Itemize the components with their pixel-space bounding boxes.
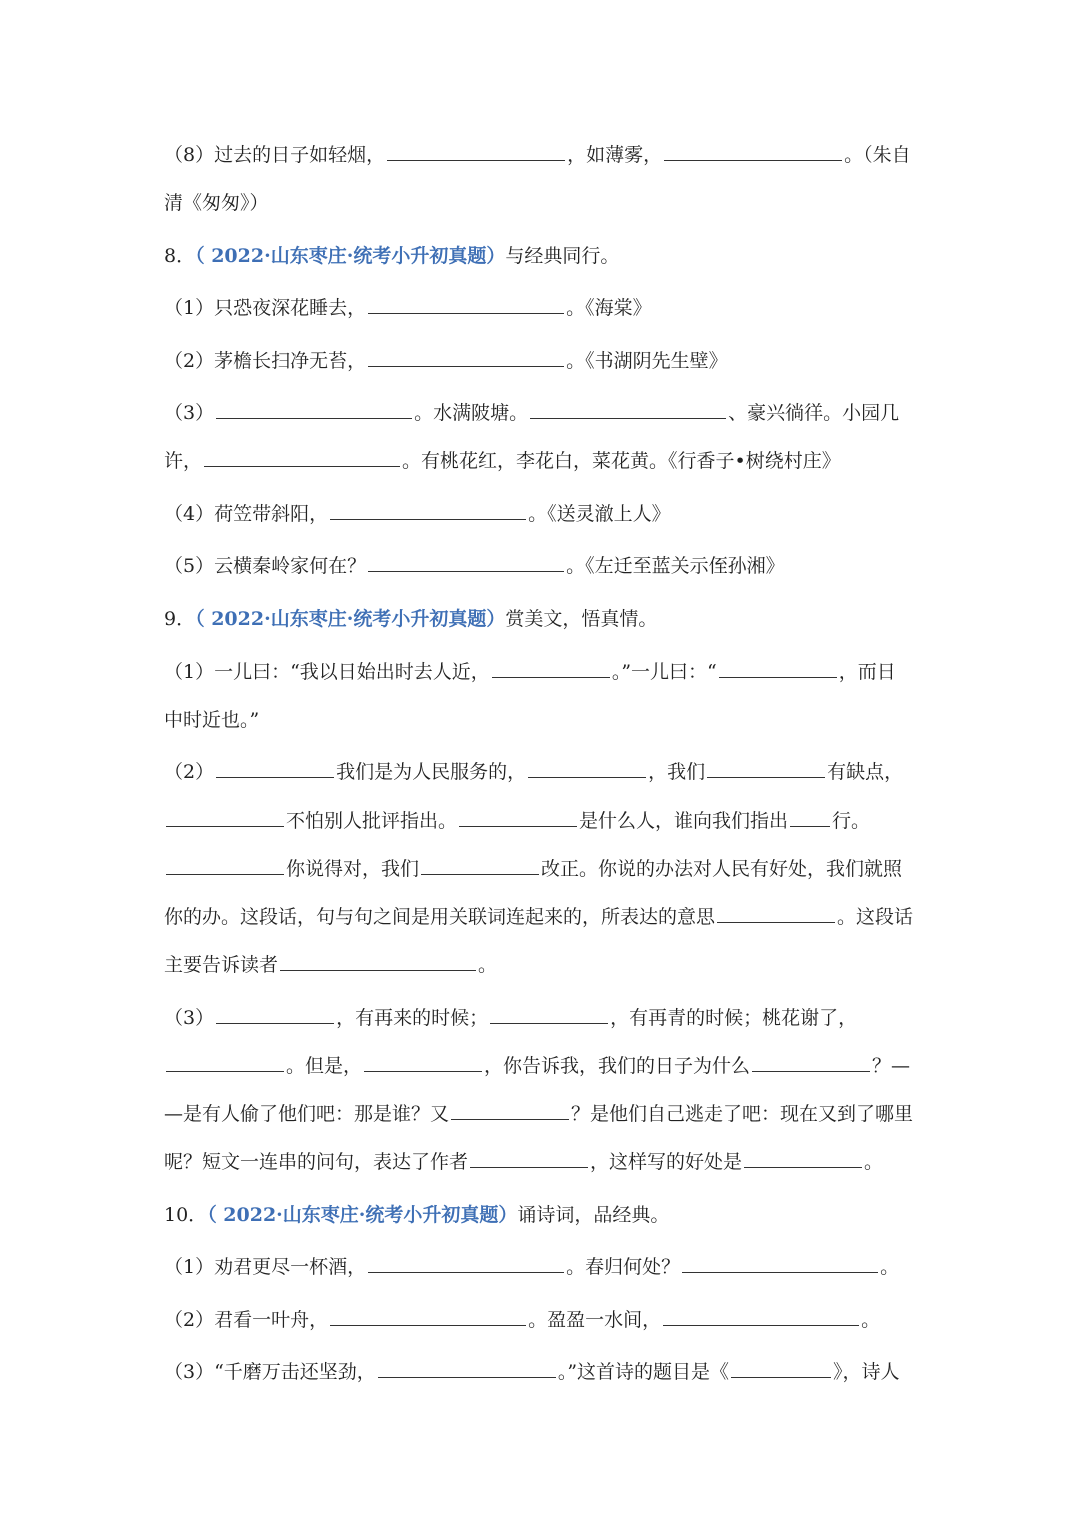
answer-blank[interactable] [530, 400, 726, 419]
answer-blank[interactable] [166, 856, 284, 875]
answer-blank[interactable] [492, 659, 610, 678]
answer-blank[interactable] [731, 1359, 831, 1378]
answer-blank[interactable] [459, 808, 577, 827]
answer-blank[interactable] [490, 1005, 608, 1024]
question-9-2: （2） 我们是为人民服务的， ，我们 有缺点， [164, 761, 904, 783]
question-10-3: （3）“千磨万击还坚劲， 。”这首诗的题目是《 》，诗人 [164, 1361, 900, 1383]
answer-blank[interactable] [717, 904, 835, 923]
answer-blank[interactable] [744, 1149, 862, 1168]
question-8-heading: 8．（ 2022·山东枣庄·统考小升初真题）与经典同行。 [164, 245, 620, 267]
answer-blank[interactable] [216, 759, 334, 778]
answer-blank[interactable] [216, 1005, 334, 1024]
question-9-1-cont: 中时近也。” [164, 709, 260, 731]
answer-blank[interactable] [790, 808, 830, 827]
question-source: （ 2022·山东枣庄·统考小升初真题） [195, 608, 506, 630]
question-9-3-cont2: —是有人偷了他们吧：那是谁？又 ？是他们自己逃走了吧：现在又到了哪里 [164, 1103, 914, 1125]
question-9-2-cont1: 不怕别人批评指出。 是什么人，谁向我们指出 行。 [164, 808, 924, 834]
answer-blank[interactable] [280, 952, 476, 971]
question-8-3-cont: 许， 。有桃花红，李花白，菜花黄。《行香子•树绕村庄》 [164, 450, 841, 472]
answer-blank[interactable] [387, 142, 565, 161]
answer-blank[interactable] [528, 759, 646, 778]
answer-blank[interactable] [330, 501, 526, 520]
answer-blank[interactable] [166, 808, 284, 827]
question-8-5: （5）云横秦岭家何在？ 。《左迁至蓝关示侄孙湘》 [164, 555, 785, 577]
question-8-3: （3） 。水满陂塘。 、豪兴徜徉。小园几 [164, 402, 900, 424]
answer-blank[interactable] [682, 1254, 878, 1273]
question-9-3-cont1: 。但是， ，你告诉我，我们的日子为什么 ？— [164, 1053, 924, 1079]
answer-blank[interactable] [664, 142, 842, 161]
question-9-2-cont4: 主要告诉读者 。 [164, 954, 498, 976]
answer-blank[interactable] [752, 1053, 870, 1072]
answer-blank[interactable] [166, 1053, 284, 1072]
question-9-3-cont3: 呢？短文一连串的问句，表达了作者 ，这样写的好处是 。 [164, 1151, 884, 1173]
answer-blank[interactable] [707, 759, 825, 778]
answer-blank[interactable] [204, 448, 400, 467]
question-8-2: （2）茅檐长扫净无苔， 。《书湖阴先生壁》 [164, 350, 728, 372]
answer-blank[interactable] [368, 553, 564, 572]
question-source: （ 2022·山东枣庄·统考小升初真题） [195, 245, 506, 267]
answer-blank[interactable] [421, 856, 539, 875]
answer-blank[interactable] [719, 659, 837, 678]
answer-blank[interactable] [451, 1101, 569, 1120]
answer-blank[interactable] [368, 295, 564, 314]
question-9-1: （1）一儿曰：“我以日始出时去人近， 。”一儿曰：“ ，而日 [164, 661, 896, 683]
question-7-8-line: （8）过去的日子如轻烟， ，如薄雾， 。（朱自 [164, 144, 911, 166]
answer-blank[interactable] [364, 1053, 482, 1072]
question-9-2-cont2: 你说得对，我们 改正。你说的办法对人民有好处，我们就照 [164, 856, 924, 882]
answer-blank[interactable] [216, 400, 412, 419]
question-10-2: （2）君看一叶舟， 。盈盈一水间， 。 [164, 1309, 881, 1331]
question-source: （ 2022·山东枣庄·统考小升初真题） [207, 1204, 518, 1226]
answer-blank[interactable] [368, 348, 564, 367]
question-9-3: （3） ，有再来的时候； ，有再青的时候；桃花谢了， [164, 1007, 858, 1029]
question-8-4: （4）荷笠带斜阳， 。《送灵澈上人》 [164, 503, 671, 525]
answer-blank[interactable] [470, 1149, 588, 1168]
question-9-2-cont3: 你的办。这段话，句与句之间是用关联词连起来的，所表达的意思 。这段话 [164, 906, 914, 928]
question-9-heading: 9．（ 2022·山东枣庄·统考小升初真题）赏美文，悟真情。 [164, 608, 658, 630]
question-10-1: （1）劝君更尽一杯酒， 。春归何处？ 。 [164, 1256, 900, 1278]
answer-blank[interactable] [330, 1307, 526, 1326]
question-10-heading: 10．（ 2022·山东枣庄·统考小升初真题）诵诗词，品经典。 [164, 1204, 670, 1226]
answer-blank[interactable] [663, 1307, 859, 1326]
question-7-8-cont: 清《匆匆》） [164, 192, 269, 214]
answer-blank[interactable] [378, 1359, 556, 1378]
question-8-1: （1）只恐夜深花睡去， 。《海棠》 [164, 297, 652, 319]
answer-blank[interactable] [368, 1254, 564, 1273]
